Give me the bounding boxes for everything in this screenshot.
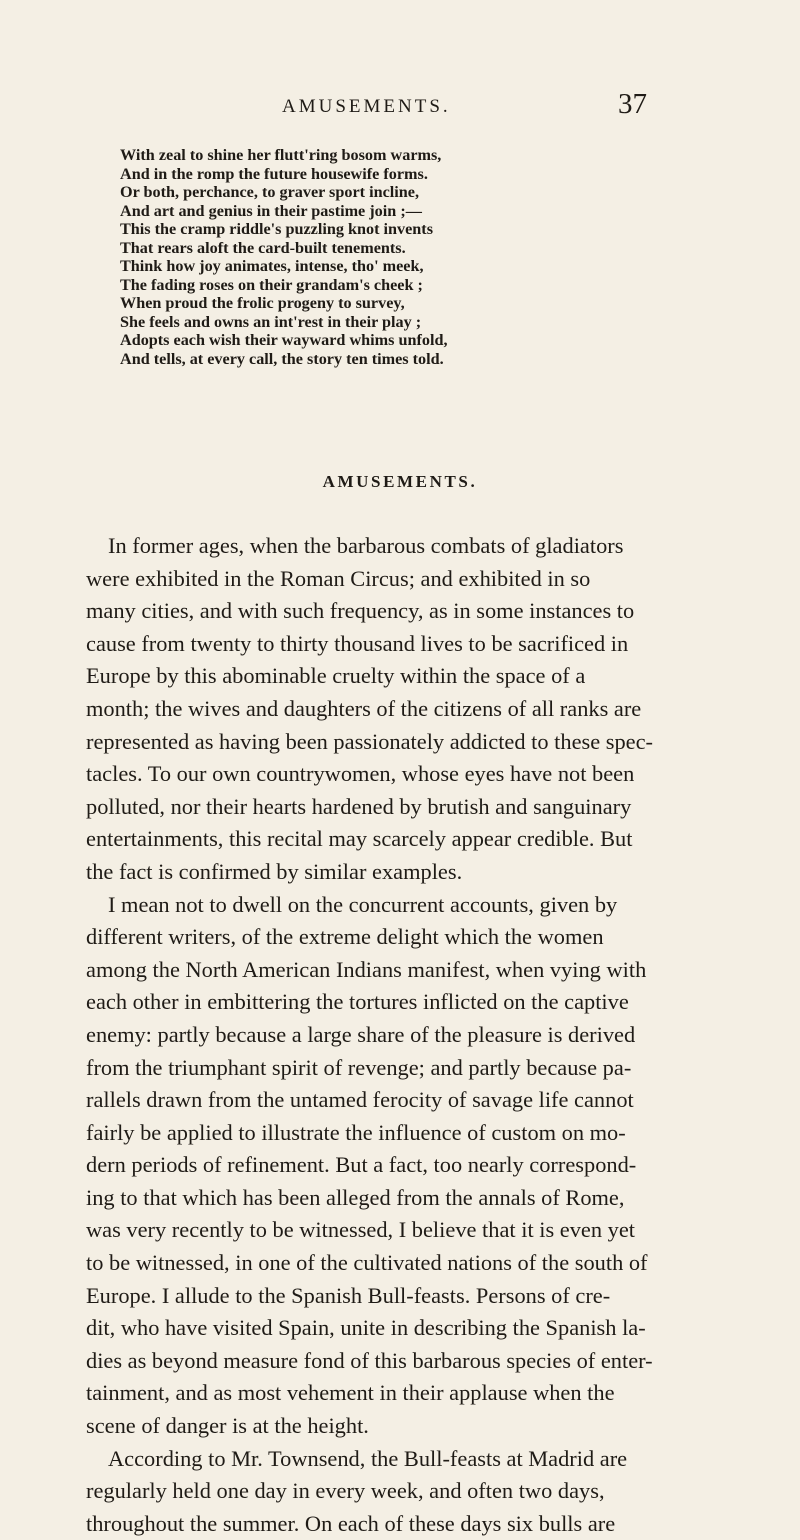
text-line: Europe by this abominable cruelty within the space of a — [86, 663, 586, 689]
text-line: tainment, and as most vehement in their applause when the — [86, 1380, 615, 1406]
poem-line: That rears aloft the card-built tenements. — [120, 238, 406, 257]
poem-line: The fading roses on their grandam's cheek ; — [120, 275, 423, 294]
text-line: throughout the summer. On each of these days six bulls are — [86, 1510, 616, 1536]
text-line: Europe. I allude to the Spanish Bull-feasts. Persons of cre- — [86, 1282, 611, 1308]
poem-line: When proud the frolic progeny to survey, — [120, 294, 405, 312]
text-line: was very recently to be witnessed, I believe that it is even yet — [86, 1217, 636, 1243]
text-line: each other in embittering the tortures inflicted on the captive — [86, 989, 629, 1015]
poem-line: And art and genius in their pastime join ;— — [120, 201, 422, 220]
text-line: fairly be applied to illustrate the influence of custom on mo- — [86, 1119, 626, 1145]
text-line: cause from twenty to thirty thousand lives to be sacrificed in — [86, 630, 629, 656]
text-line: regularly held one day in every week, and often two days, — [86, 1478, 605, 1504]
section-heading: AMUSEMENTS. — [322, 472, 478, 491]
text-line: the fact is confirmed by similar examples. — [86, 858, 463, 884]
text-line: According to Mr. Townsend, the Bull-feasts at Madrid are — [108, 1445, 628, 1471]
text-line: ing to that which has been alleged from the annals of Rome, — [86, 1184, 625, 1210]
text-line: scene of danger is at the height. — [86, 1413, 369, 1439]
text-line: different writers, of the extreme delight which the women — [86, 924, 604, 950]
poem-line: She feels and owns an int'rest in their play ; — [120, 312, 422, 331]
poem-line: And tells, at every call, the story ten times told. — [120, 349, 444, 368]
text-line: dern periods of refinement. But a fact, too nearly correspond- — [86, 1152, 637, 1178]
text-line: entertainments, this recital may scarcely appear credible. But — [86, 826, 633, 852]
text-line: represented as having been passionately addicted to these spec- — [86, 728, 654, 754]
text-line: rallels drawn from the untamed ferocity of savage life cannot — [86, 1087, 634, 1113]
poem-stanza — [120, 146, 720, 368]
text-line: enemy: partly because a large share of the pleasure is derived — [86, 1021, 636, 1047]
text-line: dit, who have visited Spain, unite in describing the Spanish la- — [86, 1315, 646, 1341]
text-line: from the triumphant spirit of revenge; and partly because pa- — [86, 1054, 632, 1080]
poem-line: Think how joy animates, intense, tho' meek, — [120, 257, 424, 275]
text-line: to be witnessed, in one of the cultivated nations of the south of — [86, 1250, 648, 1276]
text-line: In former ages, when the barbarous combats of gladiators — [108, 533, 624, 558]
poem-line: Or both, perchance, to graver sport incline, — [120, 183, 419, 201]
page-number: 37 — [618, 88, 647, 120]
poem-line: And in the romp the future housewife forms. — [120, 164, 428, 183]
text-line: among the North American Indians manifest, when vying with — [86, 956, 647, 982]
running-title: AMUSEMENTS. — [282, 96, 451, 117]
text-line: month; the wives and daughters of the citizens of all ranks are — [86, 695, 642, 721]
text-line: dies as beyond measure fond of this barbarous species of enter- — [86, 1347, 653, 1373]
text-line: polluted, nor their hearts hardened by brutish and sanguinary — [86, 793, 632, 819]
poem-line: With zeal to shine her flutt'ring bosom warms, — [120, 146, 442, 164]
body-text — [86, 530, 724, 1540]
poem-line: This the cramp riddle's puzzling knot invents — [120, 220, 434, 238]
text-line: were exhibited in the Roman Circus; and exhibited in so — [86, 565, 591, 591]
text-line: tacles. To our own countrywomen, whose eyes have not been — [86, 761, 635, 787]
poem-line: Adopts each wish their wayward whims unfold, — [120, 331, 448, 349]
text-line: I mean not to dwell on the concurrent accounts, given by — [108, 891, 618, 917]
text-line: many cities, and with such frequency, as in some instances to — [86, 598, 635, 624]
